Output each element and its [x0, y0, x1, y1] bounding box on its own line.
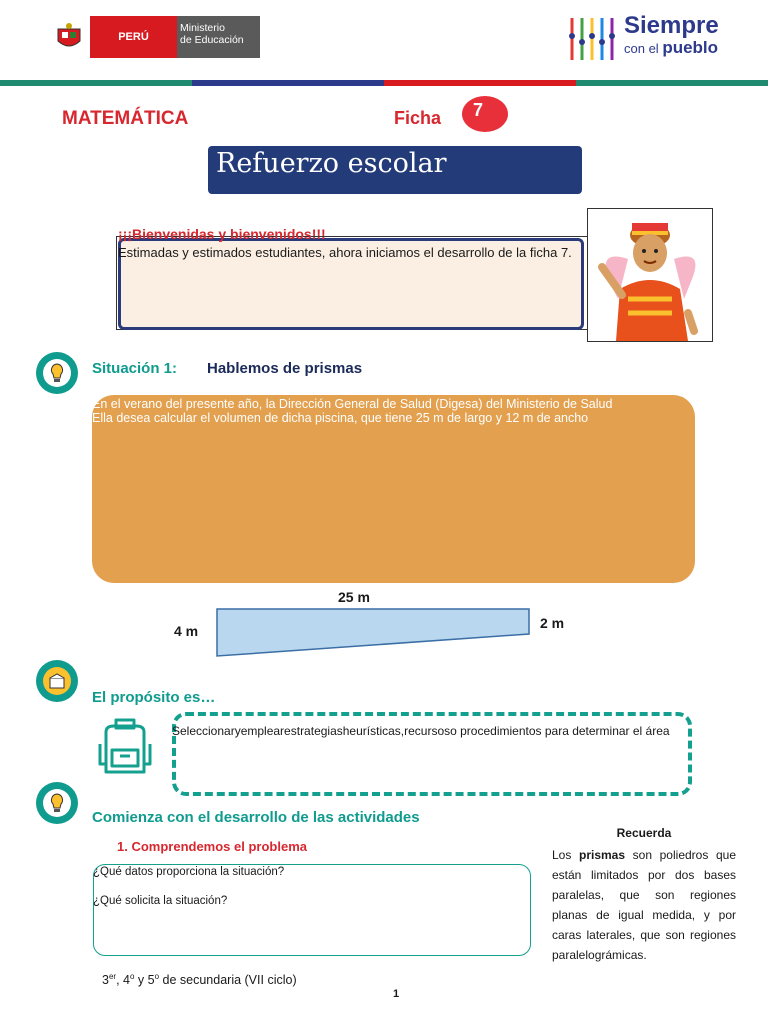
activities-title: Comienza con el desarrollo de las actividades	[92, 809, 420, 826]
question-1: ¿Qué datos proporciona la situación?	[93, 866, 285, 878]
situation-title: Hablemos de prismas	[207, 360, 363, 377]
coat-of-arms-icon	[48, 16, 90, 58]
idea-bulb-icon	[36, 352, 78, 394]
situation-text: En el verano del presente año, la Dirección General de Salud (Digesa) del Ministerio de Salud Ella desea calcular el volumen de dicha piscina, que tiene 25 m de largo y 12 m de ancho	[92, 397, 613, 425]
welcome-text: Estimadas y estimados estudiantes, ahora iniciamos el desarrollo de la ficha 7.	[118, 245, 572, 260]
peru-ministry-logo	[48, 16, 260, 58]
recuerda-title: Recuerda	[616, 826, 672, 840]
backpack-icon	[94, 714, 156, 778]
welcome-title: ¡¡¡Bienvenidas y bienvenidos!!!	[118, 226, 326, 242]
peru-label: PERÚ	[90, 16, 177, 58]
slogan-figures-icon	[566, 12, 618, 64]
header-divider	[0, 80, 768, 86]
purpose-text: Seleccionaryemplearestrategiasheurísticas,recursoso procedimientos para determinar el área	[172, 724, 670, 738]
banner-title: Refuerzo escolar	[216, 148, 447, 179]
ficha-number-badge: 7	[462, 96, 508, 132]
purpose-title: El propósito es…	[92, 689, 216, 706]
student-avatar	[587, 208, 713, 342]
recuerda-text: Los prismas son poliedros que están limitados por dos bases paralelas, que son regiones planas de igual medida, y por caras laterales, que son regiones paralelográmicas.	[552, 848, 736, 962]
length-label: 25 m	[338, 589, 370, 605]
question-2: ¿Qué solicita la situación?	[93, 895, 228, 907]
deep-end-label: 4 m	[174, 623, 199, 639]
subject-title: MATEMÁTICA	[62, 108, 189, 129]
page-number: 1	[393, 988, 400, 1000]
pool-prism-figure	[210, 604, 536, 662]
slogan-line-2: con el pueblo	[624, 38, 719, 57]
shallow-end-label: 2 m	[540, 615, 565, 631]
step-1-title: 1. Comprendemos el problema	[117, 839, 307, 854]
ficha-label: Ficha	[394, 108, 442, 128]
slogan-line-1: Siempre	[624, 12, 719, 39]
grade-level: 3er, 4$^o$ y 5$^o$ de secundaria (VII ciclo)	[102, 972, 297, 988]
activities-bulb-icon	[36, 782, 78, 824]
ministry-name: Ministerio de Educación	[180, 22, 244, 46]
situation-label: Situación 1:	[92, 360, 178, 377]
purpose-box-icon	[36, 660, 78, 702]
